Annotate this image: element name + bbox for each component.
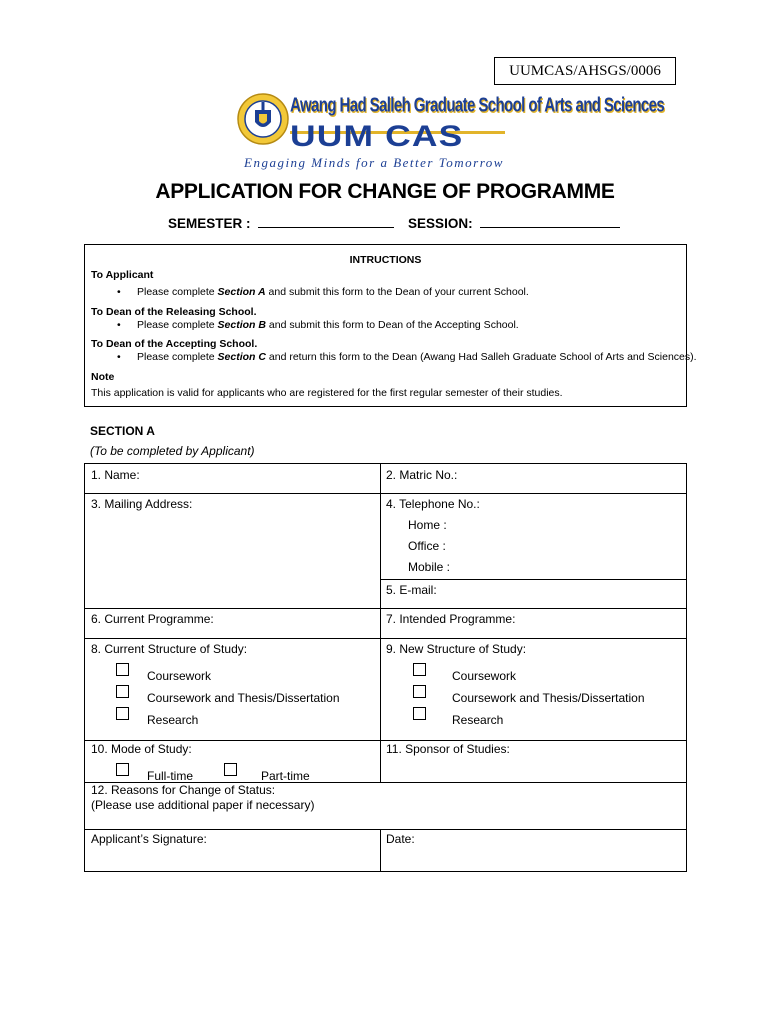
university-crest-icon — [236, 92, 290, 154]
new-coursework-label: Coursework — [452, 669, 517, 683]
instructions-heading: INTRUCTIONS — [349, 254, 422, 266]
semester-session-line — [168, 215, 620, 231]
reasons-note: (Please use additional paper if necessary) — [91, 798, 315, 812]
email-label: 5. E-mail: — [386, 583, 437, 597]
current-research-checkbox[interactable] — [116, 707, 129, 720]
intended-programme-label: 7. Intended Programme: — [386, 612, 516, 626]
semester-label: SEMESTER : — [168, 216, 251, 231]
semester-field[interactable] — [258, 215, 394, 228]
session-label: SESSION: — [408, 216, 473, 231]
logo-tagline: Engaging Minds for a Better Tomorrow — [244, 155, 504, 170]
office-phone-label: Office : — [408, 539, 446, 553]
row-divider — [85, 740, 686, 741]
full-time-checkbox[interactable] — [116, 763, 129, 776]
mode-of-study-label: 10. Mode of Study: — [91, 742, 192, 756]
note-text: This application is valid for applicants who are registered for the first regular semester of their studies. — [91, 387, 563, 399]
session-field[interactable] — [480, 215, 620, 228]
date-label: Date: — [386, 832, 415, 846]
matric-label: 2. Matric No.: — [386, 468, 458, 482]
telephone-label: 4. Telephone No.: — [386, 497, 480, 511]
section-a-table — [84, 463, 687, 872]
row-divider — [380, 579, 686, 580]
section-a-heading: SECTION A — [90, 424, 155, 438]
bullet-icon: • — [117, 319, 121, 331]
reasons-label: 12. Reasons for Change of Status: — [91, 783, 276, 797]
current-programme-label: 6. Current Programme: — [91, 612, 214, 626]
full-time-label: Full-time — [147, 769, 194, 783]
part-time-label: Part-time — [261, 769, 310, 783]
logo-school-name: Awang Had Salleh Graduate School of Arts and Sciences — [290, 94, 665, 117]
new-coursework-thesis-checkbox[interactable] — [413, 685, 426, 698]
page-title: APPLICATION FOR CHANGE OF PROGRAMME — [155, 180, 615, 203]
current-coursework-thesis-label: Coursework and Thesis/Dissertation — [147, 691, 340, 705]
form-code: UUMCAS/AHSGS/0006 — [494, 57, 676, 85]
current-coursework-thesis-checkbox[interactable] — [116, 685, 129, 698]
row-divider — [85, 608, 686, 609]
new-coursework-checkbox[interactable] — [413, 663, 426, 676]
new-research-checkbox[interactable] — [413, 707, 426, 720]
signature-label: Applicant’s Signature: — [91, 832, 207, 846]
note-heading: Note — [91, 371, 115, 383]
sponsor-label: 11. Sponsor of Studies: — [386, 742, 510, 756]
column-divider — [380, 464, 381, 782]
section-a-subheading: (To be completed by Applicant) — [90, 444, 255, 458]
row-divider — [85, 829, 686, 830]
mailing-address-label: 3. Mailing Address: — [91, 497, 193, 511]
current-research-label: Research — [147, 713, 199, 727]
home-phone-label: Home : — [408, 518, 447, 532]
current-coursework-label: Coursework — [147, 669, 212, 683]
instructions-box — [84, 244, 697, 407]
releasing-instruction: Please complete Section B and submit this form to Dean of the Accepting School. — [137, 319, 519, 331]
row-divider — [85, 493, 686, 494]
current-coursework-checkbox[interactable] — [116, 663, 129, 676]
name-label: 1. Name: — [91, 468, 140, 482]
accepting-instruction: Please complete Section C and return this form to the Dean (Awang Had Salleh Graduate School of Arts and Sciences). — [137, 351, 697, 363]
logo-acronym: UUM CAS — [290, 120, 464, 153]
applicant-instruction: Please complete Section A and submit this form to the Dean of your current School. — [137, 286, 529, 298]
new-coursework-thesis-label: Coursework and Thesis/Dissertation — [452, 691, 645, 705]
uumcas-logo — [236, 92, 665, 172]
row-divider — [85, 638, 686, 639]
bullet-icon: • — [117, 351, 121, 363]
mobile-phone-label: Mobile : — [408, 560, 451, 574]
releasing-heading: To Dean of the Releasing School. — [91, 306, 257, 318]
bullet-icon: • — [117, 286, 121, 298]
column-divider — [380, 829, 381, 872]
new-research-label: Research — [452, 713, 504, 727]
applicant-heading: To Applicant — [91, 269, 154, 281]
new-structure-label: 9. New Structure of Study: — [386, 642, 527, 656]
part-time-checkbox[interactable] — [224, 763, 237, 776]
accepting-heading: To Dean of the Accepting School. — [91, 338, 258, 350]
current-structure-label: 8. Current Structure of Study: — [91, 642, 248, 656]
